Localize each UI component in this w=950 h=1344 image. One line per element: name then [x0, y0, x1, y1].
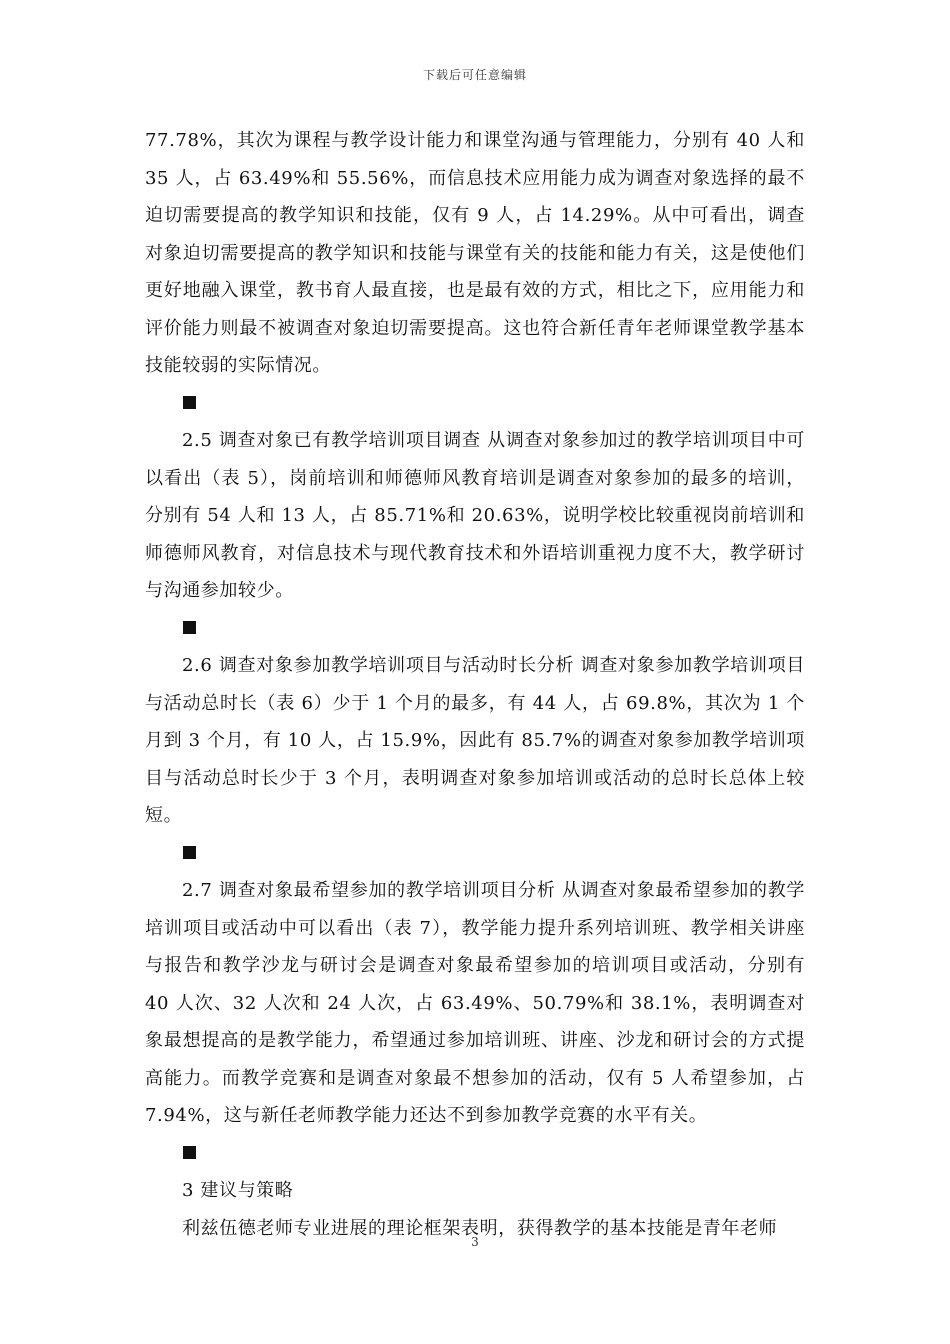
paragraph-section-2-7: 2.7 调查对象最希望参加的教学培训项目分析 从调查对象最希望参加的教学培训项目或活动中可以看出（表 7），教学能力提升系列培训班、教学相关讲座与报告和教学沙龙与研讨会是调查对象最希望参加的培训项目或活动，分别有 40 人次、32 人次和 24 人次，占 63.49%、50.79%和 38.1%，表明调查对象最想提高的是教学能力，希望通过参加培训班、讲座、沙龙和研讨会的方式提高能力。而教学竞赛和是调查对象最不想参加的活动，仅有 5 人希望参加，占 7.94%，这与新任老师教学能力还达不到参加教学竞赛的水平有关。	[145, 880, 805, 1126]
paragraph-section-2-6: 2.6 调查对象参加教学培训项目与活动时长分析 调查对象参加教学培训项目与活动总时长（表 6）少于 1 个月的最多，有 44 人，占 69.8%，其次为 1 个月到 3 个月，有 10 人，占 15.9%，因此有 85.7%的调查对象参加教学培训项目与活动总时长少于 3 个月，表明调查对象参加培训或活动的总时长总体上较短。	[145, 655, 805, 826]
section-separator	[145, 835, 805, 873]
document-body	[145, 122, 805, 1247]
section-separator	[145, 610, 805, 648]
page-number: 3	[471, 1235, 479, 1249]
black-square-icon	[183, 1146, 196, 1159]
section-separator	[145, 1135, 805, 1173]
black-square-icon	[183, 621, 196, 634]
section-separator	[145, 385, 805, 423]
paragraph-section-2-5: 2.5 调查对象已有教学培训项目调查 从调查对象参加过的教学培训项目中可以看出（表 5），岗前培训和师德师风教育培训是调查对象参加的最多的培训，分别有 54 人和 13 人，占 85.71%和 20.63%，说明学校比较重视岗前培训和师德师风教育，对信息技术与现代教育技术和外语培训重视力度不大，教学研讨与沟通参加较少。	[145, 430, 805, 601]
paragraph-continuation: 77.78%，其次为课程与教学设计能力和课堂沟通与管理能力，分别有 40 人和 35 人，占 63.49%和 55.56%，而信息技术应用能力成为调查对象选择的最不迫切需要提高的教学知识和技能，仅有 9 人，占 14.29%。从中可看出，调查对象迫切需要提高的教学知识和技能与课堂有关的技能和能力有关，这是使他们更好地融入课堂，教书育人最直接，也是最有效的方式，相比之下，应用能力和评价能力则最不被调查对象迫切需要提高。这也符合新任青年老师课堂教学基本技能较弱的实际情况。	[145, 130, 805, 376]
page-header: 下载后可任意编辑	[422, 68, 527, 82]
section-heading-3: 3 建议与策略	[182, 1180, 294, 1201]
black-square-icon	[183, 846, 196, 859]
black-square-icon	[183, 396, 196, 409]
paragraph-section-3-intro: 利兹伍德老师专业进展的理论框架表明，获得教学的基本技能是青年老师	[182, 1217, 778, 1239]
